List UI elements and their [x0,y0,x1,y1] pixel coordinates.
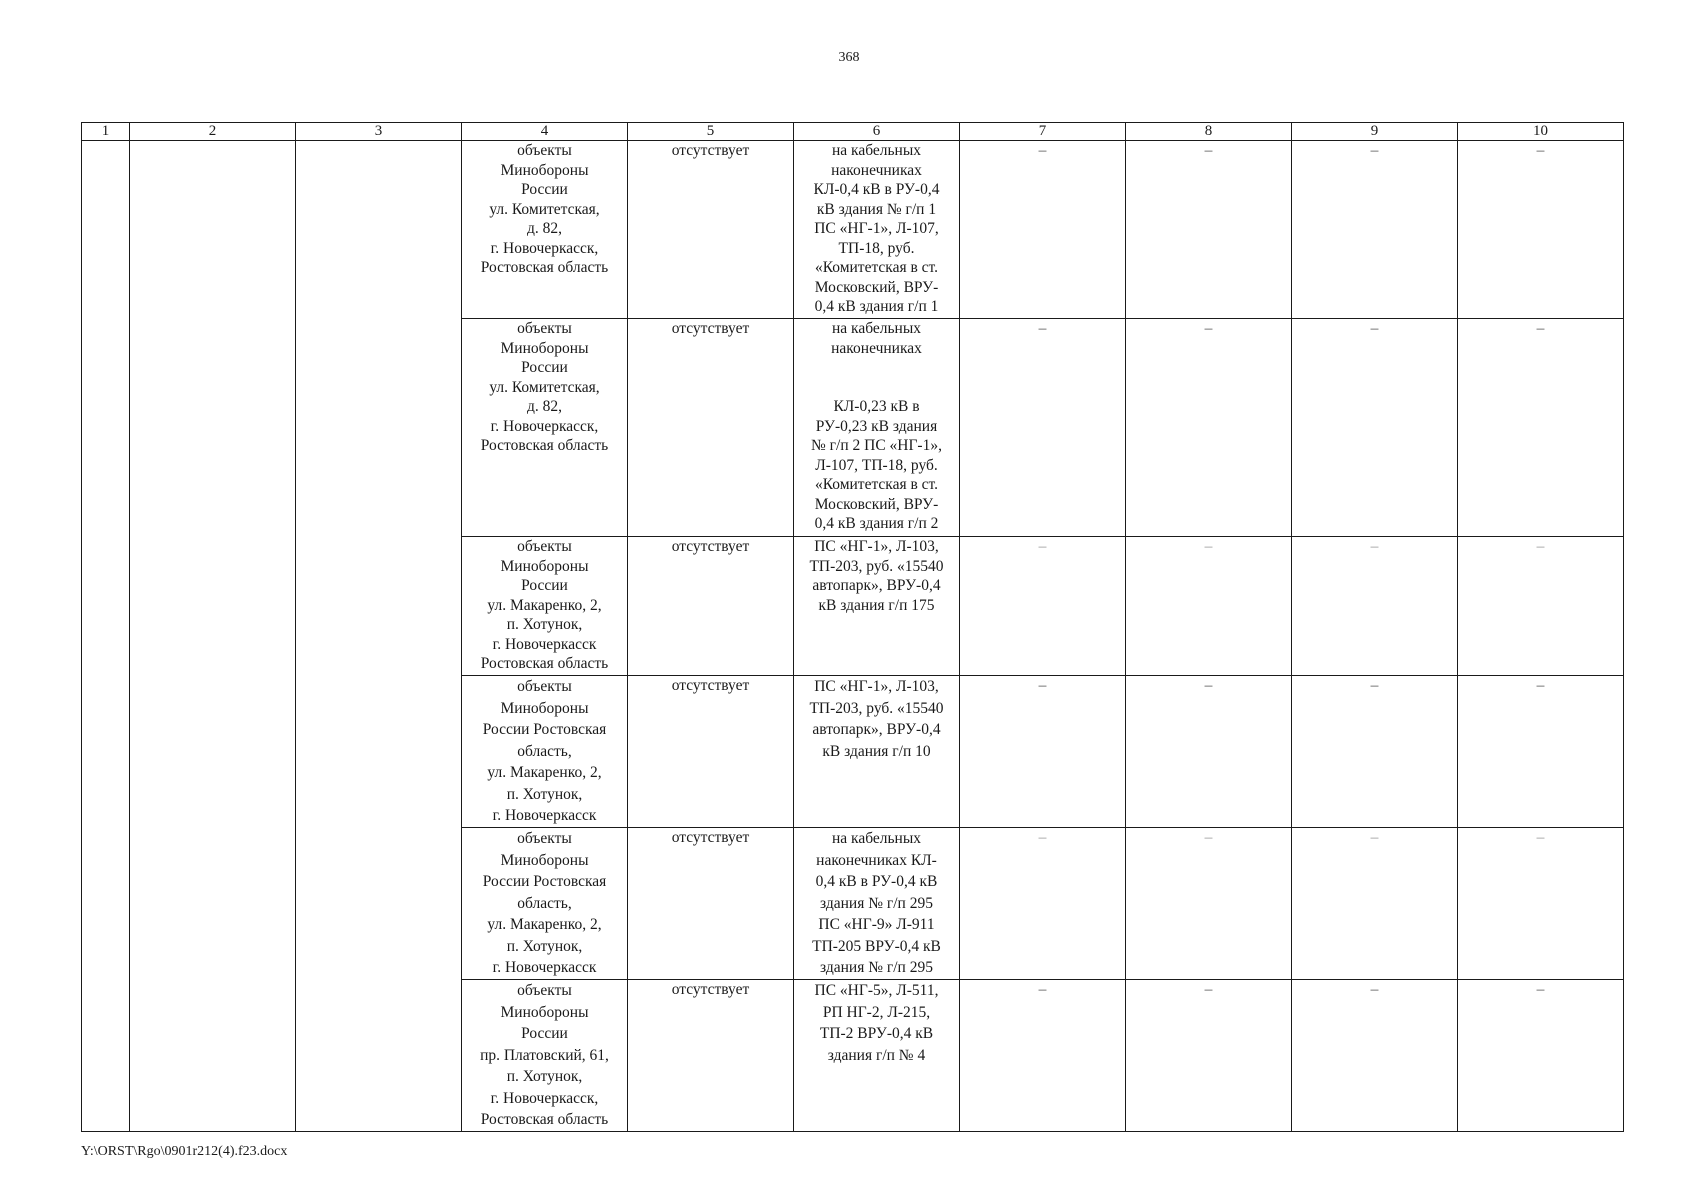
column-number: 6 [794,123,960,141]
cell-col-10 [1458,828,1624,980]
dash-mark: – [1204,538,1213,555]
location-text: на кабельных наконечниках КЛ-0,4 кВ в РУ-0,4 кВ здания № г/п 1 ПС «НГ-1», Л-107, ТП-18, руб. «Комитетская в ст. Московский, ВРУ- 0,4 кВ здания г/п 1 [813,142,940,315]
cell-col-7 [960,141,1126,319]
dash-mark: – [1204,981,1213,998]
column-number: 9 [1292,123,1458,141]
cell-col-9 [1292,676,1458,828]
status-cell [628,537,794,676]
object-description: объекты Минобороны России Ростовская область, ул. Макаренко, 2, п. Хотунок, г. Новочеркасск [482,830,607,976]
location-cell [794,980,960,1132]
status-cell [628,319,794,537]
cell-col-8 [1126,319,1292,537]
column-number: 5 [628,123,794,141]
cell-col-10 [1458,537,1624,676]
status-text: отсутствует [671,538,750,555]
column-number: 4 [462,123,628,141]
cell-col-7 [960,319,1126,537]
cell-col-8 [1126,828,1292,980]
status-text: отсутствует [671,320,750,337]
status-text: отсутствует [671,142,750,159]
cell-col-7 [960,828,1126,980]
object-description-cell [462,980,628,1132]
object-description: объекты Минобороны России Ростовская область, ул. Макаренко, 2, п. Хотунок, г. Новочеркасск [482,678,607,824]
document-table [81,122,1624,1132]
cell-col-9 [1292,537,1458,676]
dash-mark: – [1038,538,1047,555]
location-cell [794,141,960,319]
dash-mark: – [1038,829,1047,846]
object-description: объекты Минобороны России ул. Комитетская, д. 82, г. Новочеркасск, Ростовская область [480,320,609,454]
cell-col-10 [1458,141,1624,319]
dash-mark: – [1370,829,1379,846]
dash-mark: – [1204,677,1213,694]
location-cell [794,537,960,676]
cell-col-8 [1126,980,1292,1132]
cell-col-7 [960,676,1126,828]
cell-col-9 [1292,319,1458,537]
object-description-cell [462,319,628,537]
status-text: отсутствует [671,829,750,846]
dash-mark: – [1536,981,1545,998]
location-text: ПС «НГ-1», Л-103, ТП-203, руб. «15540 автопарк», ВРУ-0,4 кВ здания г/п 10 [809,678,944,760]
dash-mark: – [1204,142,1213,159]
cell-col-8 [1126,141,1292,319]
table-row [82,141,1624,319]
location-cell [794,828,960,980]
dash-mark: – [1536,829,1545,846]
cell-col-9 [1292,828,1458,980]
cell-col-7 [960,980,1126,1132]
dash-mark: – [1038,320,1047,337]
cell-col-8 [1126,537,1292,676]
dash-mark: – [1204,829,1213,846]
location-text: на кабельных наконечниках КЛ-0,23 кВ в РУ-0,23 кВ здания № г/п 2 ПС «НГ-1», Л-107, ТП-18, руб. «Комитетская в ст. Московский, ВРУ- 0,4 кВ здания г/п 2 [811,320,942,532]
cell-col-2 [130,141,296,1132]
cell-col-8 [1126,676,1292,828]
location-cell [794,676,960,828]
location-text: ПС «НГ-5», Л-511, РП НГ-2, Л-215, ТП-2 ВРУ-0,4 кВ здания г/п № 4 [814,982,939,1064]
dash-mark: – [1038,142,1047,159]
location-text: ПС «НГ-1», Л-103, ТП-203, руб. «15540 автопарк», ВРУ-0,4 кВ здания г/п 175 [809,538,944,614]
status-text: отсутствует [671,677,750,694]
document-file-path: Y:\ORST\Rgo\0901r212(4).f23.docx [81,1144,288,1159]
column-number: 10 [1458,123,1624,141]
cell-col-1 [82,141,130,1132]
dash-mark: – [1038,981,1047,998]
cell-col-3 [296,141,462,1132]
page-number: 368 [838,50,860,65]
object-description: объекты Минобороны России ул. Макаренко, 2, п. Хотунок, г. Новочеркасск Ростовская область [480,538,609,672]
dash-mark: – [1038,677,1047,694]
dash-mark: – [1370,142,1379,159]
object-description-cell [462,828,628,980]
column-number: 1 [82,123,130,141]
location-cell [794,319,960,537]
dash-mark: – [1536,320,1545,337]
cell-col-10 [1458,676,1624,828]
object-description-cell [462,537,628,676]
status-cell [628,676,794,828]
cell-col-7 [960,537,1126,676]
cell-col-10 [1458,319,1624,537]
dash-mark: – [1370,320,1379,337]
status-cell [628,828,794,980]
dash-mark: – [1370,538,1379,555]
object-description: объекты Минобороны России ул. Комитетская, д. 82, г. Новочеркасск, Ростовская область [480,142,609,276]
column-number-row [82,123,1624,141]
object-description: объекты Минобороны России пр. Платовский, 61, п. Хотунок, г. Новочеркасск, Ростовская область [480,982,609,1128]
dash-mark: – [1370,981,1379,998]
cell-col-9 [1292,980,1458,1132]
status-cell [628,980,794,1132]
dash-mark: – [1536,538,1545,555]
dash-mark: – [1536,142,1545,159]
column-number: 3 [296,123,462,141]
dash-mark: – [1536,677,1545,694]
column-number: 8 [1126,123,1292,141]
column-number: 7 [960,123,1126,141]
dash-mark: – [1204,320,1213,337]
cell-col-10 [1458,980,1624,1132]
column-number: 2 [130,123,296,141]
location-text: на кабельных наконечниках КЛ- 0,4 кВ в РУ-0,4 кВ здания № г/п 295 ПС «НГ-9» Л-911 ТП-205 ВРУ-0,4 кВ здания № г/п 295 [812,830,941,976]
dash-mark: – [1370,677,1379,694]
status-text: отсутствует [671,981,750,998]
cell-col-9 [1292,141,1458,319]
object-description-cell [462,676,628,828]
object-description-cell [462,141,628,319]
status-cell [628,141,794,319]
